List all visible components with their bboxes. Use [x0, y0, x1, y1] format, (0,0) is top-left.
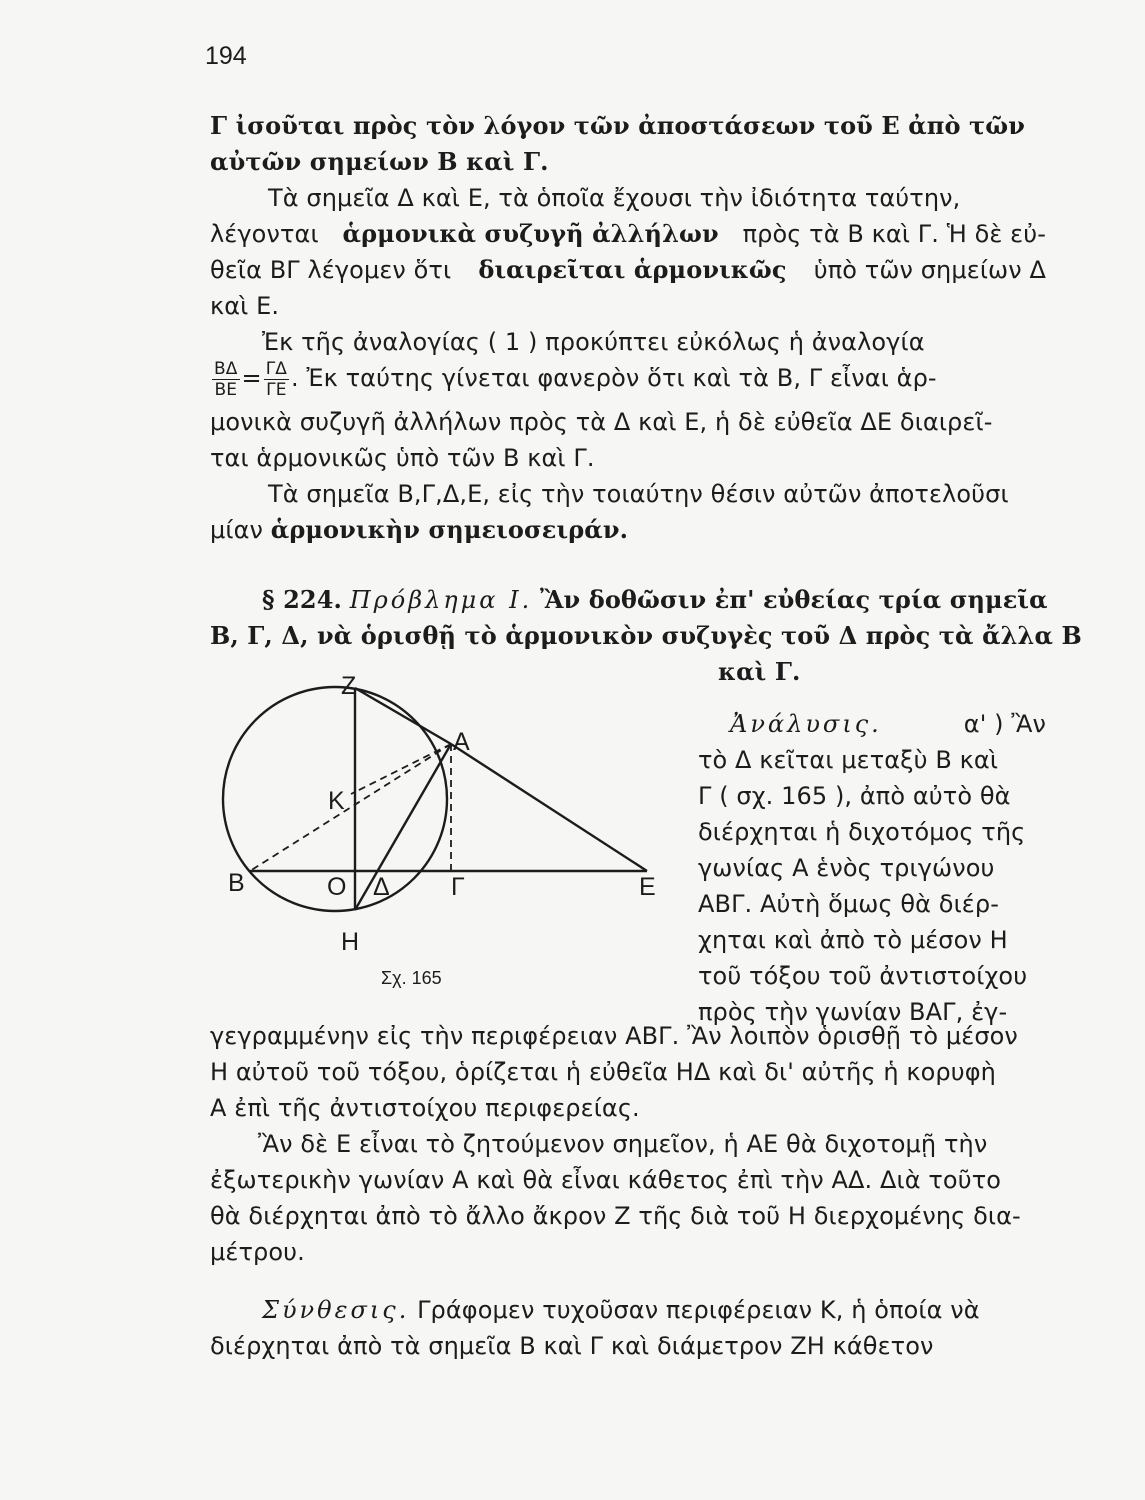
- text-line: Τὰ σημεῖα Δ καὶ Ε, τὰ ὁποῖα ἔχουσι τὴν ἰδιότητα ταύτην,: [268, 184, 961, 212]
- text-line: Η αὐτοῦ τοῦ τόξου, ὁρίζεται ἡ εὐθεῖα ΗΔ καὶ δι' αὐτῆς ἡ κορυφὴ: [210, 1058, 996, 1086]
- label-k: Κ: [328, 787, 345, 815]
- section-number: § 224.: [262, 585, 342, 614]
- synthesis-title: Σύνθεσις.: [262, 1296, 410, 1324]
- text-span: Γράφομεν τυχοῦσαν περιφέρειαν Κ, ἡ ὁποία νὰ: [417, 1296, 980, 1324]
- text-line: [210, 216, 1046, 252]
- equals-sign: =: [241, 364, 262, 392]
- fraction-gd-ge: [264, 359, 289, 400]
- text-line: χηται καὶ ἀπὸ τὸ μέσον Η: [698, 926, 1008, 954]
- text-line: ται ἁρμονικῶς ὑπὸ τῶν Β καὶ Γ.: [210, 444, 595, 472]
- text-line: γεγραμμένην εἰς τὴν περιφέρειαν ΑΒΓ. Ἂν λοιπὸν ὁρισθῇ τὸ μέσον: [210, 1022, 1018, 1050]
- figure-caption: Σχ. 165: [381, 968, 442, 988]
- label-b: Β: [228, 869, 245, 897]
- label-h: Η: [341, 928, 360, 956]
- fraction-bd-be: [212, 359, 240, 400]
- fraction-numerator: ΓΔ: [265, 358, 288, 379]
- label-g: Γ: [451, 873, 465, 901]
- fraction-denominator: ΒΕ: [214, 379, 238, 400]
- label-o: Ο: [327, 873, 347, 901]
- problem-heading: [262, 582, 1046, 618]
- text-line: πρὸς τὴν γωνίαν ΒΑΓ, ἐγ-: [698, 998, 1008, 1026]
- label-a: Α: [453, 728, 470, 756]
- problem-text: Ἂν δοθῶσιν ἐπ' εὐθείας τρία σημεῖα: [539, 585, 1048, 614]
- text-line: Γ ἰσοῦται πρὸς τὸν λόγον τῶν ἀποστάσεων τοῦ Ε ἀπὸ τῶν: [210, 111, 1025, 140]
- text-span: ὑπὸ τῶν σημείων Δ: [813, 256, 1046, 284]
- line-ae: [451, 744, 647, 871]
- text-line: Ἐκ τῆς ἀναλογίας ( 1 ) προκύπτει εὐκόλως ἡ ἀναλογία: [262, 328, 925, 356]
- analysis-heading: [730, 706, 1046, 742]
- line-az: [355, 688, 451, 744]
- text-line: Ἂν δὲ Ε εἶναι τὸ ζητούμενον σημεῖον, ἡ ΑΕ θὰ διχοτομῇ τὴν: [258, 1130, 988, 1158]
- text-line: Γ ( σχ. 165 ), ἀπὸ αὐτὸ θὰ: [698, 782, 1011, 810]
- text-line: διέρχηται ἀπὸ τὰ σημεῖα Β καὶ Γ καὶ διάμετρον ΖΗ κάθετον: [210, 1332, 934, 1360]
- fraction-line: [210, 356, 1046, 400]
- text-line: ΑΒΓ. Αὐτὴ ὅμως θὰ διέρ-: [698, 890, 999, 918]
- analysis-title: Ἀνάλυσις.: [730, 710, 882, 738]
- text-span: πρὸς τὰ Β καὶ Γ. Ἡ δὲ εὐ-: [742, 220, 1046, 248]
- fraction-denominator: ΓΕ: [266, 379, 287, 400]
- text-line: μονικὰ συζυγῆ ἀλλήλων πρὸς τὰ Δ καὶ Ε, ἡ δὲ εὐθεῖα ΔΕ διαιρεῖ-: [210, 408, 993, 436]
- text-line: μέτρου.: [210, 1238, 305, 1266]
- text-line: τοῦ τόξου τοῦ ἀντιστοίχου: [698, 962, 1028, 990]
- text-span: α' ) Ἂν: [963, 710, 1046, 738]
- term-harmonic-division: διαιρεῖται ἁρμονικῶς: [478, 255, 787, 284]
- text-span: . Ἐκ ταύτης γίνεται φανερὸν ὅτι καὶ τὰ Β, Γ εἶναι ἁρ-: [291, 364, 937, 392]
- problem-title: Πρόβλημα Ι.: [349, 586, 533, 614]
- text-line: θὰ διέρχηται ἀπὸ τὸ ἄλλο ἄκρον Ζ τῆς διὰ τοῦ Η διερχομένης δια-: [210, 1202, 1021, 1230]
- geometry-figure: [215, 668, 665, 998]
- text-line: γωνίας Α ἑνὸς τριγώνου: [698, 854, 995, 882]
- text-span: θεῖα ΒΓ λέγομεν ὅτι: [210, 256, 452, 284]
- problem-text-line: Β, Γ, Δ, νὰ ὁρισθῇ τὸ ἁρμονικὸν συζυγὲς τοῦ Δ πρὸς τὰ ἄλλα Β: [210, 621, 1082, 650]
- dashed-line-ab: [250, 744, 451, 871]
- term-harmonic-conjugates: ἁρμονικὰ συζυγῆ ἀλλήλων: [342, 219, 719, 248]
- text-line: [210, 252, 1046, 288]
- text-line: [210, 512, 1046, 548]
- text-line: διέρχηται ἡ διχοτόμος τῆς: [698, 818, 1026, 846]
- synthesis-line: [262, 1292, 1046, 1328]
- problem-text-line: καὶ Γ.: [718, 657, 801, 686]
- page-number: 194: [205, 42, 247, 70]
- text-line: ἐξωτερικὴν γωνίαν Α καὶ θὰ εἶναι κάθετος ἐπὶ τὴν ΑΔ. Διὰ τοῦτο: [210, 1166, 1002, 1194]
- label-d: Δ: [373, 873, 390, 901]
- text-line: Τὰ σημεῖα Β,Γ,Δ,Ε, εἰς τὴν τοιαύτην θέσιν αὐτῶν ἀποτελοῦσι: [268, 480, 1009, 508]
- label-e: Ε: [639, 873, 656, 901]
- text-line: τὸ Δ κεῖται μεταξὺ Β καὶ: [698, 746, 999, 774]
- text-span: λέγονται: [210, 220, 319, 248]
- text-span: μίαν: [210, 516, 264, 544]
- text-line: Α ἐπὶ τῆς ἀντιστοίχου περιφερείας.: [210, 1094, 640, 1122]
- text-line: αὐτῶν σημείων Β καὶ Γ.: [210, 147, 549, 176]
- text-line: καὶ Ε.: [210, 292, 280, 320]
- term-harmonic-range: ἁρμονικὴν σημειοσειράν.: [270, 515, 629, 544]
- fraction-numerator: ΒΔ: [214, 358, 238, 379]
- label-z: Ζ: [341, 672, 357, 700]
